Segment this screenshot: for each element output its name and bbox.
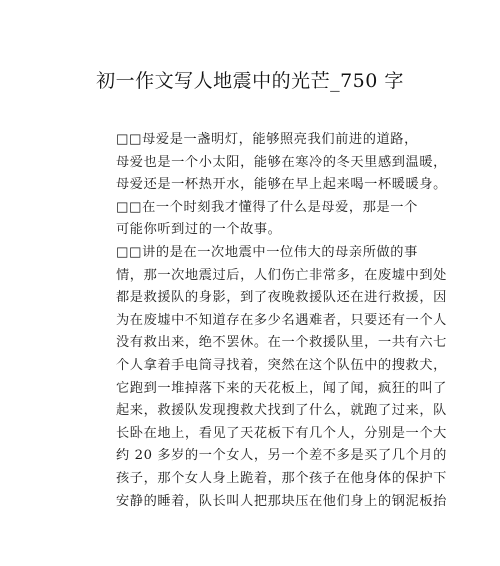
text-line: 个人拿着手电筒寻找着，突然在这个队伍中的搜救犬， <box>116 357 447 373</box>
text-line: 没有救出来，绝不罢休。在一个救援队里，一共有六七 <box>116 335 447 351</box>
paragraph <box>116 242 447 513</box>
text-line: 可能你听到过的一个故事。 <box>116 222 282 238</box>
text-line: 起来，救援队发现搜救犬找到了什么，就跑了过来，队 <box>116 403 447 419</box>
document-body <box>116 129 447 513</box>
text-line: 为在废墟中不知道存在多少名遇难者，只要还有一个人 <box>116 312 447 328</box>
text-line: 长卧在地上，看见了天花板下有几个人，分别是一个大 <box>116 425 447 441</box>
text-line: 母爱还是一杯热开水，能够在早上起来喝一杯暖暖身。 <box>116 177 447 193</box>
text-line: 情，那一次地震过后，人们伤亡非常多，在废墟中到处 <box>116 267 447 283</box>
paragraph <box>116 129 447 197</box>
paragraph <box>116 197 418 242</box>
text-line: □□讲的是在一次地震中一位伟大的母亲所做的事 <box>116 244 418 260</box>
text-line: □□母爱是一盏明灯，能够照亮我们前进的道路， <box>116 132 418 147</box>
text-line: 约 20 多岁的一个女人，另一个差不多是买了几个月的 <box>116 448 447 464</box>
text-line: 母爱也是一个小太阳，能够在寒冷的冬天里感到温暖， <box>116 154 447 170</box>
document-title: 初一作文写人地震中的光芒_750 字 <box>96 70 404 92</box>
text-line: 孩子，那个女人身上跪着，那个孩子在他身体的保护下 <box>116 470 447 486</box>
text-line: 它跑到一堆掉落下来的天花板上，闻了闻，疯狂的叫了 <box>116 380 447 396</box>
text-line: 安静的睡着，队长叫人把那块压在他们身上的钢泥板抬 <box>116 493 447 509</box>
text-line: □□在一个时刻我才懂得了什么是母爱，那是一个 <box>116 199 418 215</box>
text-line: 都是救援队的身影，到了夜晚救援队还在进行救援，因 <box>116 290 447 306</box>
